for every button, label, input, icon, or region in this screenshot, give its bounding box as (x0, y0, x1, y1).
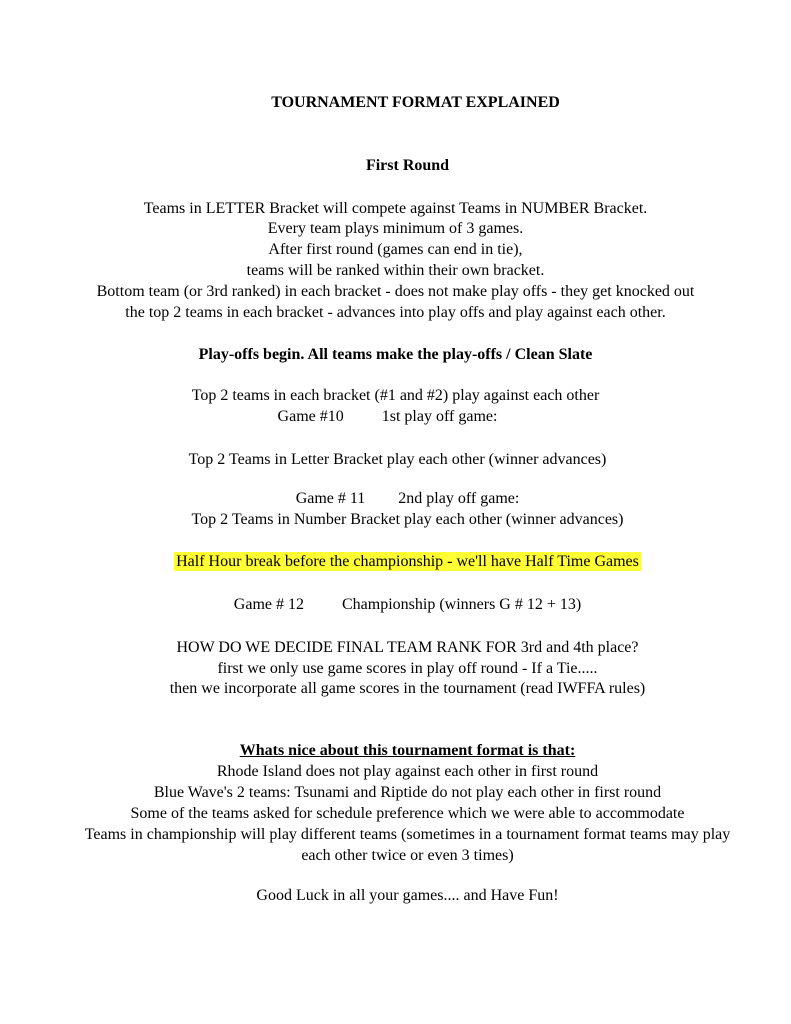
first-round-line-5: Bottom team (or 3rd ranked) in each bracket - does not make play offs - they get knocked out (96, 283, 695, 300)
game-11-desc: 2nd play off game: (398, 490, 520, 507)
game-12-label: Game # 12 (233, 596, 304, 613)
nice-heading: Whats nice about this tournament format is that: (239, 742, 576, 759)
nice-line-1: Rhode Island does not play against each other in first round (216, 763, 599, 780)
document-title: TOURNAMENT FORMAT EXPLAINED (271, 94, 560, 111)
first-round-line-2: Every team plays minimum of 3 games. (267, 220, 524, 237)
closing-line: Good Luck in all your games.... and Have Fun! (256, 887, 559, 904)
game-10-desc: 1st play off game: (381, 408, 498, 425)
first-round-line-1: Teams in LETTER Bracket will compete against Teams in NUMBER Bracket. (143, 200, 648, 217)
game-11-detail: Top 2 Teams in Number Bracket play each other (winner advances) (191, 511, 624, 528)
nice-line-4: Teams in championship will play different teams (sometimes in a tournament format teams may play (84, 826, 731, 843)
first-round-line-3: After first round (games can end in tie), (268, 241, 523, 258)
first-round-line-6: the top 2 teams in each bracket - advances into play offs and play against each other. (125, 304, 666, 321)
game-11-label: Game # 11 (295, 490, 366, 507)
first-round-line-4: teams will be ranked within their own bracket. (246, 262, 545, 279)
game-11-line (12, 489, 791, 509)
playoffs-heading: Play-offs begin. All teams make the play-offs / Clean Slate (198, 346, 593, 363)
ranking-line-2: first we only use game scores in play off round - If a Tie..... (217, 660, 598, 677)
game-10-line (0, 407, 783, 427)
break-note-highlight: Half Hour break before the championship - we'll have Half Time Games (176, 553, 639, 570)
first-round-heading: First Round (365, 157, 450, 174)
nice-line-3: Some of the teams asked for schedule preference which we were able to accommodate (130, 805, 685, 822)
ranking-line-3: then we incorporate all game scores in the tournament (read IWFFA rules) (169, 680, 646, 697)
game-10-detail: Top 2 Teams in Letter Bracket play each other (winner advances) (188, 451, 607, 468)
ranking-line-1: HOW DO WE DECIDE FINAL TEAM RANK FOR 3rd and 4th place? (176, 639, 639, 656)
game-12-line (12, 595, 791, 615)
nice-line-2: Blue Wave's 2 teams: Tsunami and Riptide do not play each other in first round (153, 784, 662, 801)
break-note-line (12, 552, 791, 572)
playoffs-intro: Top 2 teams in each bracket (#1 and #2) play against each other (191, 387, 600, 404)
game-10-label: Game #10 (277, 408, 344, 425)
game-12-desc: Championship (winners G # 12 + 13) (341, 596, 582, 613)
nice-line-5: each other twice or even 3 times) (301, 847, 514, 864)
